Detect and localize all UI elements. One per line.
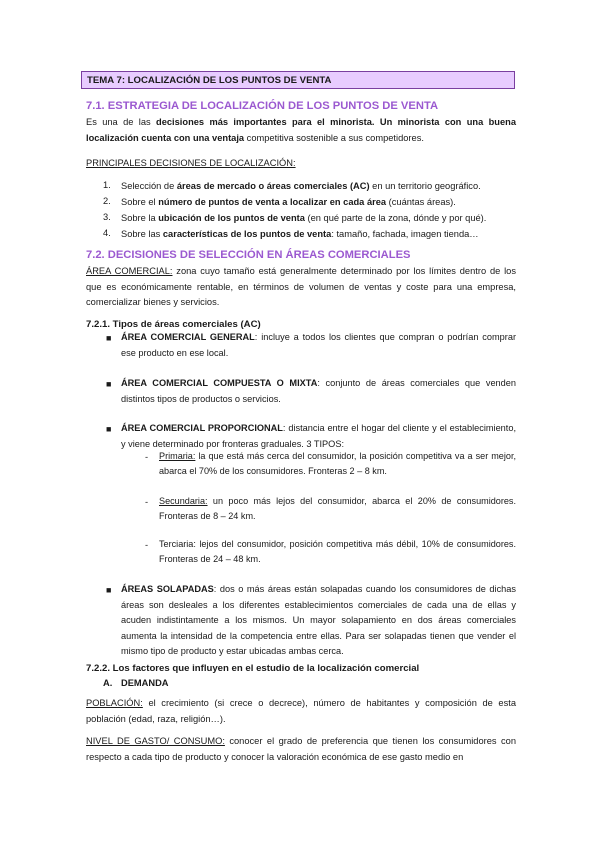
bullet-proporcional: ÁREA COMERCIAL PROPORCIONAL: distancia entre el hogar del cliente y el establecimiento, y viene determinado por fronteras graduales. 3 TIPOS: — [121, 423, 516, 449]
section-heading-7-1: 7.1. ESTRATEGIA DE LOCALIZACIÓN DE LOS PUNTOS DE VENTA — [86, 100, 439, 112]
bullet-icon: ■ — [106, 333, 112, 343]
decisions-list-title: PRINCIPALES DECISIONES DE LOCALIZACIÓN: — [86, 158, 296, 168]
demand-heading: DEMANDA — [121, 678, 169, 688]
demand-letter: A. — [103, 678, 113, 688]
nivel-gasto-paragraph: NIVEL DE GASTO/ CONSUMO: conocer el grado de preferencia que tienen los consumidores con respecto a cada tipo de producto y conocer la valoración económica de ese gasto medio en — [86, 736, 516, 762]
dash-icon: - — [145, 540, 149, 550]
intro-paragraph: Es una de las decisiones más importantes para el minorista. Un minorista con una buena localización cuenta con una ventaja competitiva sostenible a sus competidores. — [86, 117, 516, 143]
topic-title: TEMA 7: LOCALIZACIÓN DE LOS PUNTOS DE VENTA — [81, 71, 515, 89]
poblacion-paragraph: POBLACIÓN: el crecimiento (si crece o decrece), número de habitantes y composición de esta población (edad, raza, religión…). — [86, 698, 516, 724]
sub-terciaria: Terciaria: lejos del consumidor, posición competitiva más débil, 10% de consumidores. Fronteras de 24 – 48 km. — [159, 539, 516, 565]
bullet-general: ÁREA COMERCIAL GENERAL: incluye a todos los clientes que compran o podrían comprar ese producto en ese local. — [121, 332, 517, 358]
sub-primaria: Primaria: la que está más cerca del consumidor, la posición competitiva va a ser mejor, abarca el 70% de los consumidores. Fronteras 2 – 8 km. — [159, 451, 516, 477]
bullet-compuesta: ÁREA COMERCIAL COMPUESTA O MIXTA: conjunto de áreas comerciales que venden distintos tipos de productos o servicios. — [121, 378, 517, 404]
bullet-solapadas: ÁREAS SOLAPADAS: dos o más áreas están solapadas cuando los consumidores de dichas áreas son desleales a los diferentes establecimientos comerciales de cada una de ellas y acuden indistintamente a los mismos. Un mayor solapamiento en dos áreas comerciales aumenta la intensidad de la competencia entre ellas. Para ser solapadas tienen que vender el mismo tipo de producto y estar ubicadas ambas cerca. — [121, 584, 516, 656]
document-page: TEMA 7: LOCALIZACIÓN DE LOS PUNTOS DE VENTA 7.1. ESTRATEGIA DE LOCALIZACIÓN DE LOS PUNTOS DE VENTA Es una de las decisiones más importantes para el minorista. Un minorista con una buena localización cuenta con una ventaja competitiva sostenible a sus competidores. PRINCIPALES DECISIONES DE LOCALIZACIÓN: 1. Selección de áreas de mercado o áreas comerciales (AC) en un territorio geográfico. 2. Sobre el número de puntos de venta a localizar en cada área (cuántas áreas). 3. Sobre la ubicación de los puntos de venta (en qué parte de la zona, dónde y por qué). 4. Sobre las características de los puntos de venta: tamaño, fachada, imagen tienda… 7.2. DECISIONES DE SELECCIÓN EN ÁREAS COMERCIALES ÁREA COMERCIAL: zona cuyo tamaño está generalmente determinado por los límites dentro de los que es económicamente rentable, en términos de volumen de ventas y coste para una empresa, comercializar bienes y servicios. 7.2.1. Tipos de áreas comerciales (AC) ■ ÁREA COMERCIAL GENERAL: incluye a todos los clientes que compran o podrían comprar ese producto en ese local. ■ ÁREA COMERCIAL COMPUESTA O MIXTA: conjunto de áreas comerciales que venden distintos tipos de productos o servicios. ■ ÁREA COMERCIAL PROPORCIONAL: distancia entre el hogar del cliente y el establecimiento, y viene determinado por fronteras graduales. 3 TIPOS: - Primaria: la que está más cerca del consumidor, la posición competitiva va a ser mejor, abarca el 70% de los consumidores. Fronteras 2 – 8 km. - Secundaria: un poco más lejos del consumidor, abarca el 20% de consumidores. Fronteras de 8 – 24 km. - Terciaria: lejos del consumidor, posición competitiva más débil, 10% de consumidores. Fronteras de 24 – 48 km. ■ ÁREAS SOLAPADAS: dos o más áreas están solapadas cuando los consumidores de dichas áreas son desleales a los diferentes establecimientos comerciales de cada una de ellas y acuden indistintamente a los mismos. Un mayor solapamiento en dos áreas comerciales aumenta la intensidad de la competencia entre ellas. Para ser solapadas tienen que vender el mismo tipo de producto y estar ubicadas ambas cerca. 7.2.2. Los factores que influyen en el estudio de la localización comercial A. DEMANDA POBLACIÓN: el crecimiento (si crece o decrece), número de habitantes y composición de esta población (edad, raza, religión…). NIVEL DE GASTO/ CONSUMO: conocer el grado de preferencia que tienen los consumidores con respecto a cada tipo de producto y conocer la valoración económica de ese gasto medio en — [0, 0, 599, 848]
section-heading-7-2: 7.2. DECISIONES DE SELECCIÓN EN ÁREAS COMERCIALES — [86, 249, 411, 261]
subsection-heading-7-2-2: 7.2.2. Los factores que influyen en el estudio de la localización comercial — [86, 663, 420, 674]
dash-icon: - — [145, 497, 149, 507]
subsection-heading-7-2-1: 7.2.1. Tipos de áreas comerciales (AC) — [86, 319, 261, 330]
bullet-icon: ■ — [106, 379, 112, 389]
sub-secundaria: Secundaria: un poco más lejos del consumidor, abarca el 20% de consumidores. Fronteras de 8 – 24 km. — [159, 496, 516, 522]
dash-icon: - — [145, 452, 149, 462]
area-comercial-paragraph: ÁREA COMERCIAL: zona cuyo tamaño está generalmente determinado por los límites dentro de los que es económicamente rentable, en términos de volumen de ventas y coste para una empresa, comercializar bienes y servicios. — [86, 266, 516, 307]
bullet-icon: ■ — [106, 585, 112, 595]
bullet-icon: ■ — [106, 424, 112, 434]
